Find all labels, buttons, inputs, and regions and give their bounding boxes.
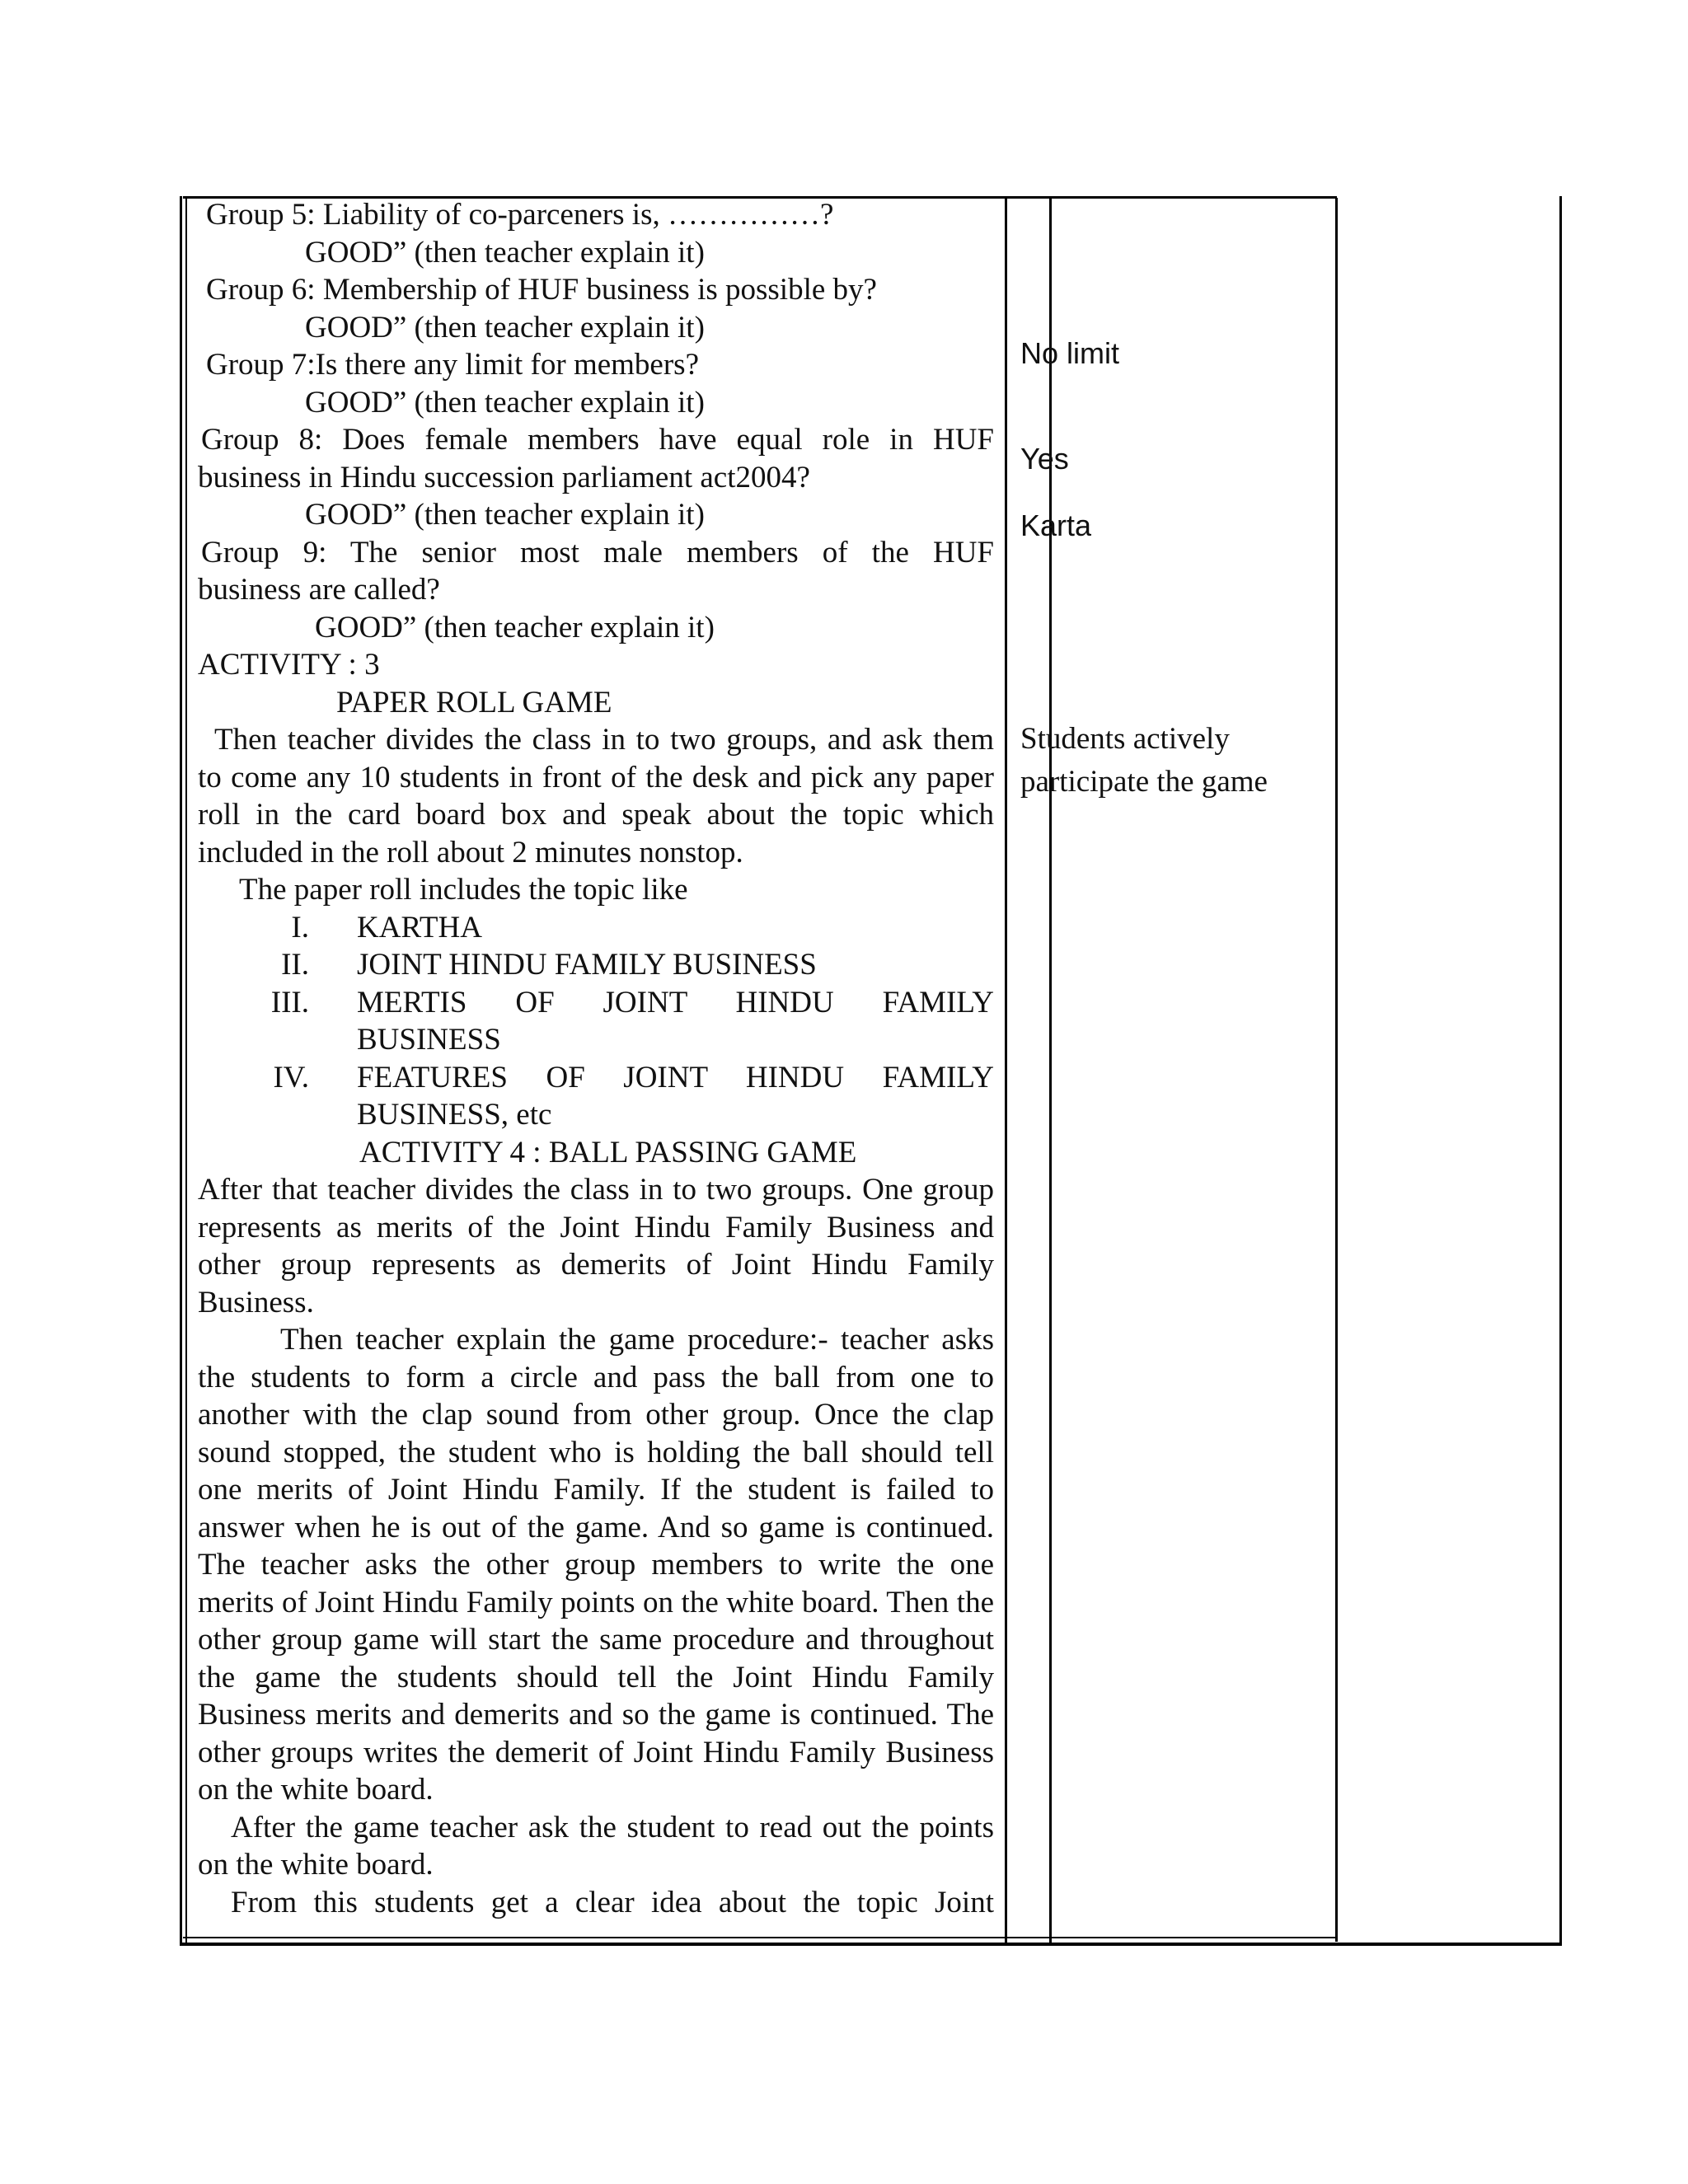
list-item [198,946,994,984]
list-item-number: II. [281,948,309,982]
group7-question: Group 7:Is there any limit for members? [206,348,699,382]
response-students-line2: participate the game [1020,765,1268,799]
table-inner-bottom [183,1937,1337,1938]
activity4-paragraph-1: After that teacher divides the class in to two groups. One group represents as merits of the Joint Hindu Family Business and other group represents as demerits of Joint Hindu Family Business. [198,1173,994,1319]
list-item-text: KARTHA [357,910,482,944]
list-item-number: III. [270,985,309,1019]
list-item-number: IV. [273,1060,309,1094]
table-left-border-inner [185,196,187,1946]
paper-roll-topic-list [198,909,994,1134]
group8-feedback: GOOD” (then teacher explain it) [305,498,705,532]
list-item-continued [198,1096,994,1134]
table-bottom-border [180,1943,1562,1946]
table-right-border [1559,196,1562,1946]
activity4-paragraph-4: From this students get a clear idea about the topic Joint [231,1885,994,1919]
list-item-text: BUSINESS, etc [357,1098,552,1132]
group8-question-line1: Group 8: Does female members have equal role in HUF [201,423,994,457]
list-item-text: JOINT HINDU FAMILY BUSINESS [357,948,817,982]
list-item [198,984,994,1022]
group6-feedback: GOOD” (then teacher explain it) [305,310,705,344]
activity3-title: PAPER ROLL GAME [336,685,612,719]
activity3-label: ACTIVITY : 3 [198,648,380,682]
list-item [198,909,994,947]
group5-feedback: GOOD” (then teacher explain it) [305,235,705,269]
activity4-paragraph-2: Then teacher explain the game procedure:- teacher asks the students to form a circle and pass the ball from one to another with the clap sound from other group. Once the clap sound stopped, the student who is holding the ball should tell one merits of Joint Hindu Family. If the student is failed to answer when he is out of the game. And so game is continued. The teacher asks the other group members to write the one merits of Joint Hindu Family points on the white board. Then the other group game will start the same procedure and throughout the game the students should tell the Joint Hindu Family Business merits and demerits and so the game is continued. The other groups writes the demerit of Joint Hindu Family Business on the white board. [198,1323,994,1807]
list-item-text: MERTIS OF JOINT HINDU FAMILY [357,985,994,1019]
list-item-text: FEATURES OF JOINT HINDU FAMILY [357,1060,994,1094]
activity4-title: ACTIVITY 4 : BALL PASSING GAME [359,1135,857,1169]
paper-roll-intro: The paper roll includes the topic like [239,873,688,907]
group5-question: Group 5: Liability of co-parceners is, ……………? [206,198,834,232]
list-item-number: I. [291,910,309,944]
response-no-limit: No limit [1020,336,1120,370]
list-item-number-spacer [198,1096,357,1134]
list-item-continued [198,1021,994,1059]
group9-feedback: GOOD” (then teacher explain it) [315,610,715,644]
group6-question: Group 6: Membership of HUF business is possible by? [206,273,877,307]
response-karta: Karta [1020,509,1092,542]
activity4-paragraph-3: After the game teacher ask the student to read out the points on the white board. [198,1810,994,1882]
column-divider-3 [1335,198,1338,1942]
group7-feedback: GOOD” (then teacher explain it) [305,385,705,419]
list-item-number-spacer [198,1021,357,1059]
activity3-paragraph: Then teacher divides the class in to two groups, and ask them to come any 10 students in front of the desk and pick any paper roll in the card board box and speak about the topic which included in the roll about 2 minutes nonstop. [198,723,994,869]
response-students-line1: Students actively [1020,722,1230,756]
response-yes: Yes [1020,442,1069,476]
list-item-text: BUSINESS [357,1023,501,1057]
lesson-plan-content [198,196,994,1921]
group9-question-line2: business are called? [198,573,440,607]
group9-question-line1: Group 9: The senior most male members of the HUF [201,535,994,569]
list-item [198,1059,994,1097]
group8-question-line2: business in Hindu succession parliament act2004? [198,460,810,494]
column-divider-1 [1005,196,1007,1943]
table-left-border-outer [180,196,182,1946]
